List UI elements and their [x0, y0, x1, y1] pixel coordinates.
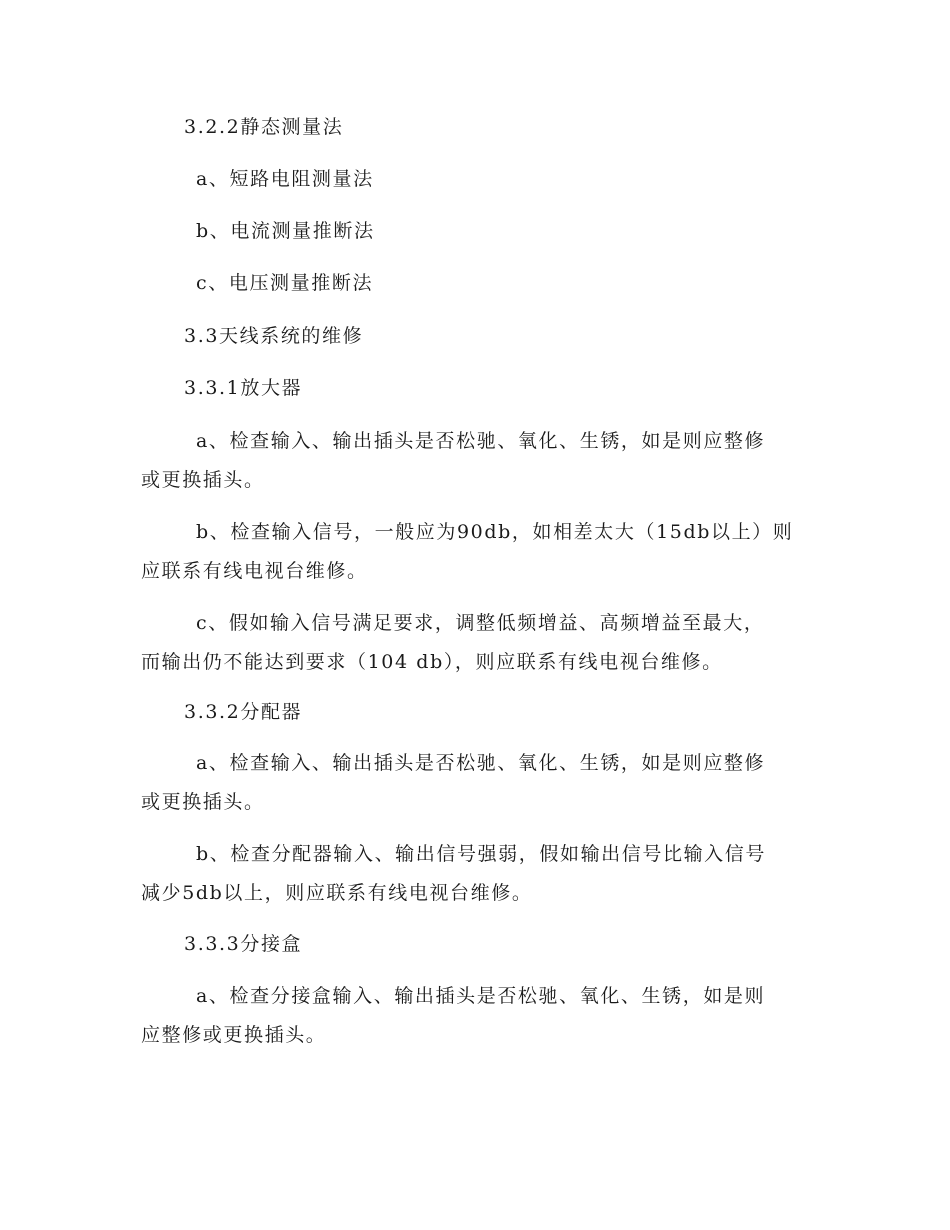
paragraph-line: 或更换插头。: [141, 791, 265, 813]
paragraph-line: b、检查分配器输入、输出信号强弱，假如输出信号比输入信号: [196, 843, 766, 865]
paragraph-line: 减少5db以上，则应联系有线电视台维修。: [141, 882, 533, 904]
paragraph-line: 应联系有线电视台维修。: [141, 560, 368, 582]
paragraph-line: a、检查分接盒输入、输出插头是否松驰、氧化、生锈，如是则: [196, 985, 766, 1007]
heading-3-3: 3.3天线系统的维修: [184, 325, 364, 347]
heading-3-3-3: 3.3.3分接盒: [184, 933, 303, 955]
paragraph-line: 或更换插头。: [141, 469, 265, 491]
heading-3-2-2: 3.2.2静态测量法: [184, 116, 344, 138]
paragraph-line: a、检查输入、输出插头是否松驰、氧化、生锈，如是则应整修: [196, 752, 766, 774]
paragraph-line: 应整修或更换插头。: [141, 1024, 327, 1046]
heading-3-3-1: 3.3.1放大器: [184, 377, 303, 399]
paragraph-line: c、假如输入信号满足要求，调整低频增益、高频增益至最大，: [196, 612, 765, 634]
paragraph-line: 而输出仍不能达到要求（104 db），则应联系有线电视台维修。: [141, 651, 723, 673]
paragraph-line: a、检查输入、输出插头是否松驰、氧化、生锈，如是则应整修: [196, 430, 766, 452]
paragraph-line: b、检查输入信号，一般应为90db，如相差太大（15db以上）则: [196, 521, 794, 543]
list-item-a: a、短路电阻测量法: [196, 168, 374, 190]
heading-3-3-2: 3.3.2分配器: [184, 701, 303, 723]
list-item-b: b、电流测量推断法: [196, 220, 375, 242]
list-item-c: c、电压测量推断法: [196, 272, 374, 294]
